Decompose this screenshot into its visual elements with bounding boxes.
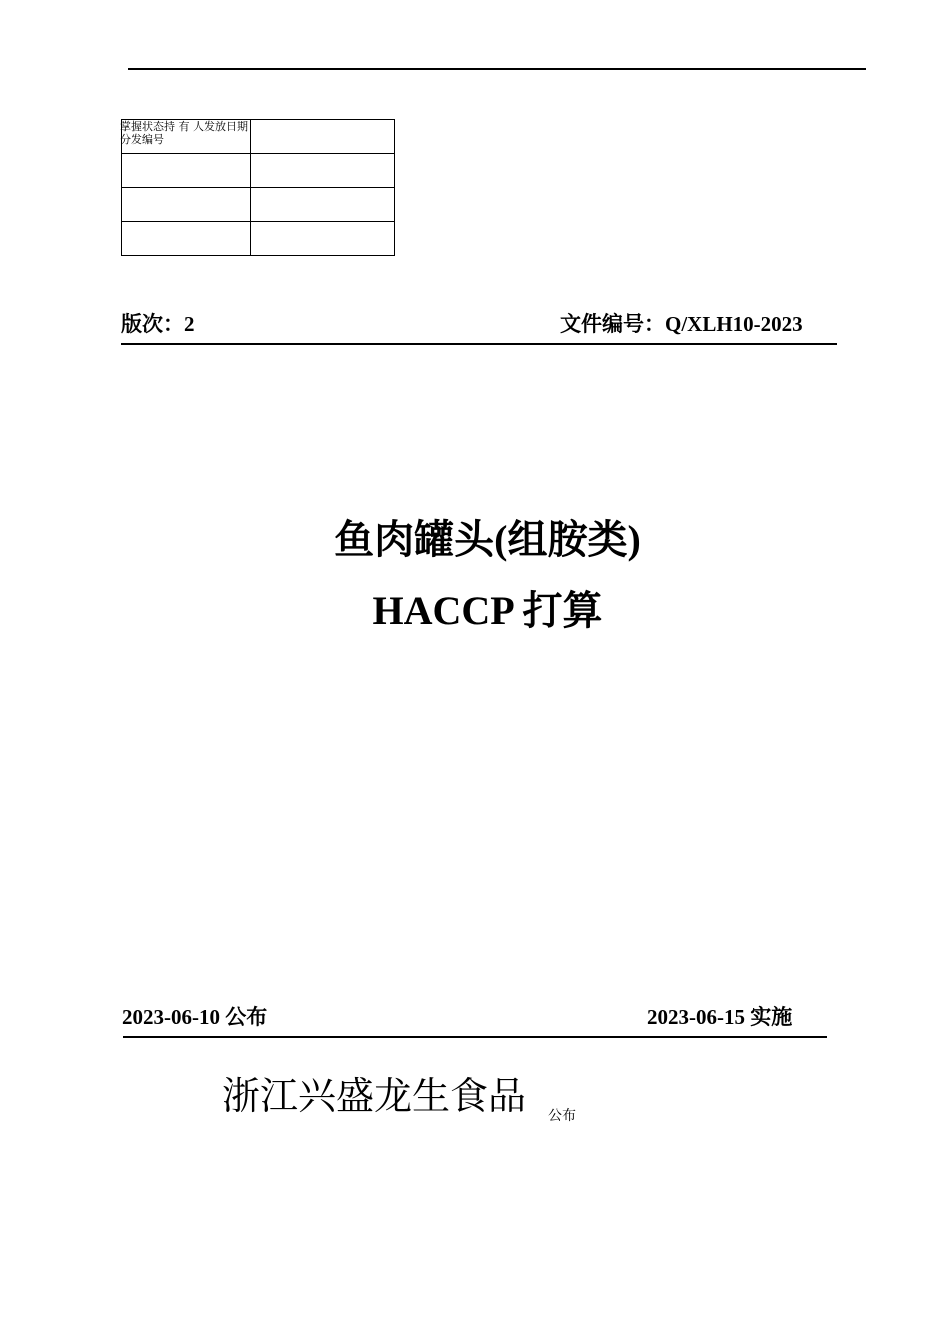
table-row xyxy=(122,120,395,154)
table-header-line1: 掌握状态持 有 人发放日期 xyxy=(120,120,248,133)
table-cell xyxy=(122,154,251,188)
table-cell xyxy=(251,154,395,188)
table-row xyxy=(122,222,395,256)
company-publish-label: 公布 xyxy=(548,1108,576,1124)
table-cell xyxy=(122,188,251,222)
publish-date: 2023-06-10 公布 xyxy=(122,1005,268,1029)
table-header-line2: 分发编号 xyxy=(120,133,164,146)
effective-date: 2023-06-15 实施 xyxy=(647,1005,793,1029)
table-header-cell xyxy=(122,120,251,154)
distribution-table xyxy=(121,119,395,256)
table-cell xyxy=(251,120,395,154)
header-divider xyxy=(121,343,837,345)
table-cell xyxy=(122,222,251,256)
top-divider xyxy=(128,68,866,70)
document-number: 文件编号：Q/XLH10-2023 xyxy=(560,312,803,336)
document-title-line1: 鱼肉罐头(组胺类) xyxy=(334,517,641,562)
table-cell xyxy=(251,222,395,256)
date-divider xyxy=(123,1036,827,1038)
table-cell xyxy=(251,188,395,222)
version-label: 版次：2 xyxy=(121,312,195,336)
document-title-line2: HACCP 打算 xyxy=(372,588,603,633)
table-row xyxy=(122,154,395,188)
company-name: 浙江兴盛龙生食品 xyxy=(222,1074,527,1118)
table-row xyxy=(122,188,395,222)
